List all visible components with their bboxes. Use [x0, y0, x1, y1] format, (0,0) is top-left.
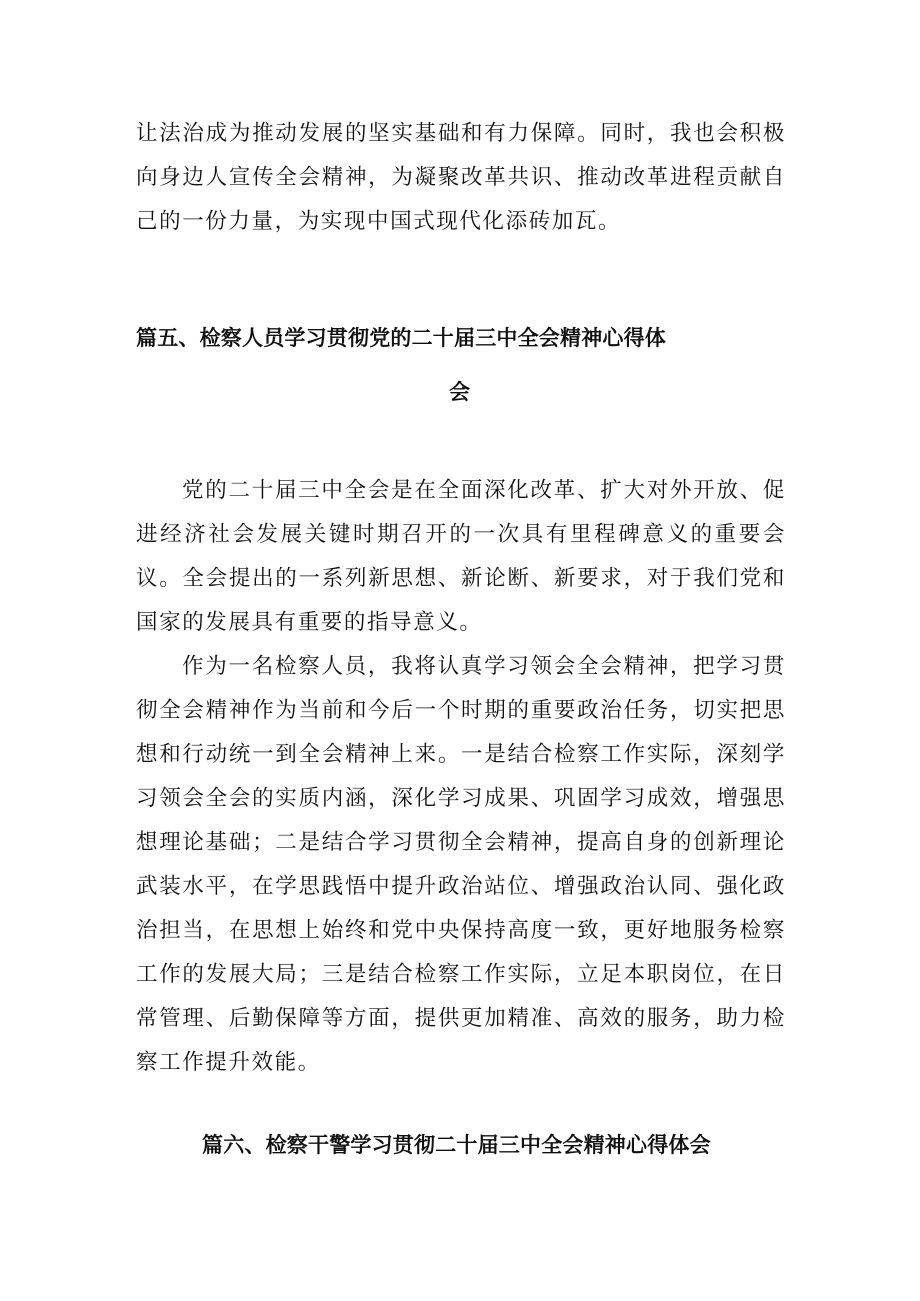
- section5-paragraph-1: 党的二十届三中全会是在全面深化改革、扩大对外开放、促进经济社会发展关键时期召开的一次具有里程碑意义的重要会议。全会提出的一系列新思想、新论断、新要求，对于我们党和国家的发展具有重要的指导意义。: [136, 478, 786, 635]
- continuation-paragraph: 让法治成为推动发展的坚实基础和有力保障。同时，我也会积极向身边人宣传全会精神，为凝聚改革共识、推动改革进程贡献自己的一份力量，为实现中国式现代化添砖加瓦。: [136, 121, 786, 234]
- section5-paragraph-2: 作为一名检察人员，我将认真学习领会全会精神，把学习贯彻全会精神作为当前和今后一个时期的重要政治任务，切实把思想和行动统一到全会精神上来。一是结合检察工作实际，深刻学习领会全会的实质内涵，深化学习成果、巩固学习成效，增强思想理论基础；二是结合学习贯彻全会精神，提高自身的创新理论武装水平，在学思践悟中提升政治站位、增强政治认同、强化政治担当，在思想上始终和党中央保持高度一致，更好地服务检察工作的发展大局；三是结合检察工作实际，立足本职岗位，在日常管理、后勤保障等方面，提供更加精准、高效的服务，助力检察工作提升效能。: [136, 654, 786, 1075]
- section5-title-line2: 会: [449, 380, 471, 404]
- section5-title-line1: 篇五、检察人员学习贯彻党的二十届三中全会精神心得体: [136, 326, 666, 350]
- section6-title: 篇六、检察干警学习贯彻二十届三中全会精神心得体会: [202, 1133, 711, 1157]
